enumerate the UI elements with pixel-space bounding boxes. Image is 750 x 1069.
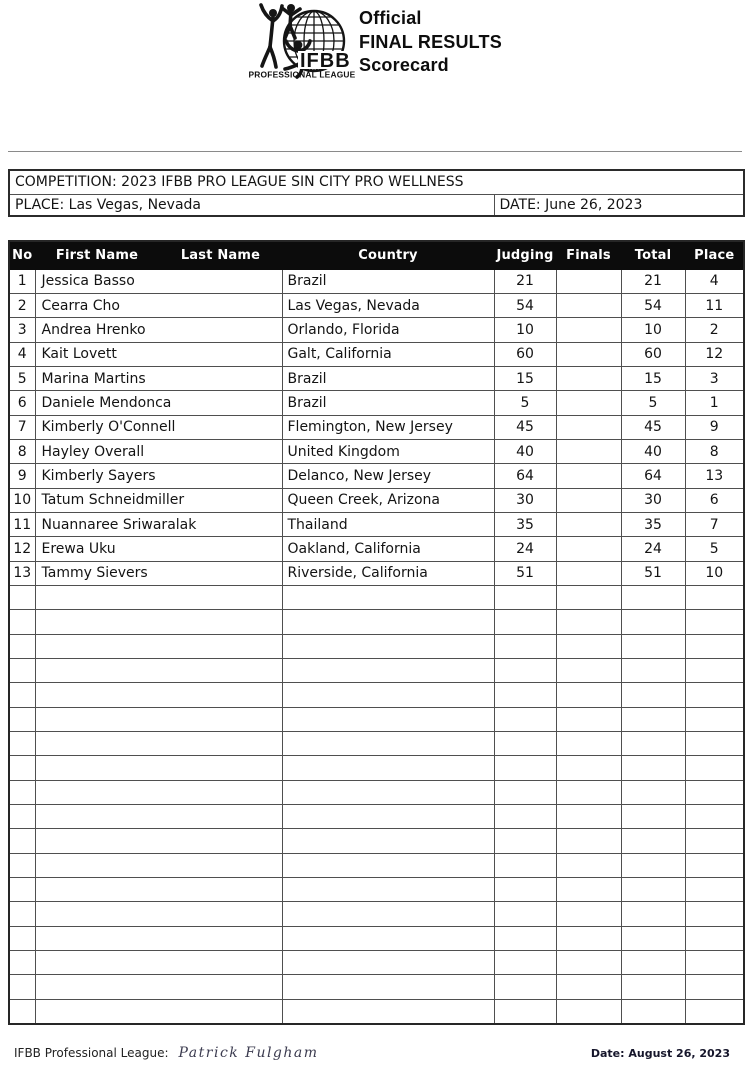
cell-name xyxy=(35,683,282,707)
cell-name xyxy=(35,805,282,829)
cell-no xyxy=(9,926,35,950)
title-scorecard: Scorecard xyxy=(359,55,449,75)
empty-table-row xyxy=(9,926,744,950)
cell-total xyxy=(621,732,685,756)
cell-total: 60 xyxy=(621,342,685,366)
cell-place xyxy=(685,951,744,975)
cell-no: 5 xyxy=(9,366,35,390)
place-field: PLACE: Las Vegas, Nevada xyxy=(9,194,494,216)
cell-finals xyxy=(556,683,621,707)
empty-table-row xyxy=(9,756,744,780)
cell-name xyxy=(35,659,282,683)
cell-place xyxy=(685,634,744,658)
cell-name xyxy=(35,902,282,926)
cell-no: 3 xyxy=(9,318,35,342)
cell-total xyxy=(621,975,685,999)
empty-table-row xyxy=(9,659,744,683)
cell-judging xyxy=(494,975,556,999)
cell-judging xyxy=(494,610,556,634)
cell-place xyxy=(685,585,744,609)
cell-name xyxy=(35,951,282,975)
cell-finals xyxy=(556,342,621,366)
cell-finals xyxy=(556,634,621,658)
cell-country xyxy=(282,805,494,829)
empty-table-row xyxy=(9,878,744,902)
table-row xyxy=(9,391,744,415)
empty-table-row xyxy=(9,853,744,877)
empty-table-row xyxy=(9,683,744,707)
cell-country xyxy=(282,683,494,707)
cell-total xyxy=(621,853,685,877)
cell-judging xyxy=(494,732,556,756)
cell-no xyxy=(9,732,35,756)
empty-table-row xyxy=(9,707,744,731)
cell-name xyxy=(35,975,282,999)
cell-country xyxy=(282,878,494,902)
cell-no xyxy=(9,659,35,683)
cell-place xyxy=(685,707,744,731)
cell-finals xyxy=(556,415,621,439)
cell-name: Hayley Overall xyxy=(35,439,282,463)
table-row xyxy=(9,537,744,561)
table-header-row xyxy=(9,241,744,269)
cell-name: Kait Lovett xyxy=(35,342,282,366)
cell-no xyxy=(9,805,35,829)
cell-place: 12 xyxy=(685,342,744,366)
cell-place: 11 xyxy=(685,293,744,317)
cell-judging: 21 xyxy=(494,269,556,293)
cell-country xyxy=(282,999,494,1023)
ifbb-logo xyxy=(248,0,358,95)
cell-no: 4 xyxy=(9,342,35,366)
footer xyxy=(8,1036,742,1060)
cell-judging: 40 xyxy=(494,439,556,463)
cell-name xyxy=(35,634,282,658)
cell-name: Jessica Basso xyxy=(35,269,282,293)
empty-table-row xyxy=(9,780,744,804)
cell-finals xyxy=(556,585,621,609)
cell-total xyxy=(621,634,685,658)
cell-place: 2 xyxy=(685,318,744,342)
cell-country: Riverside, California xyxy=(282,561,494,585)
cell-place: 4 xyxy=(685,269,744,293)
cell-name xyxy=(35,707,282,731)
cell-name: Daniele Mendonca xyxy=(35,391,282,415)
cell-finals xyxy=(556,366,621,390)
cell-no xyxy=(9,683,35,707)
cell-judging: 15 xyxy=(494,366,556,390)
cell-judging: 35 xyxy=(494,512,556,536)
cell-name xyxy=(35,926,282,950)
cell-country: Delanco, New Jersey xyxy=(282,464,494,488)
cell-finals xyxy=(556,902,621,926)
cell-finals xyxy=(556,805,621,829)
cell-name: Tatum Schneidmiller xyxy=(35,488,282,512)
cell-judging: 10 xyxy=(494,318,556,342)
cell-finals xyxy=(556,269,621,293)
cell-judging xyxy=(494,634,556,658)
results-table xyxy=(8,240,745,1025)
cell-place xyxy=(685,683,744,707)
cell-total xyxy=(621,829,685,853)
cell-total xyxy=(621,707,685,731)
table-row xyxy=(9,366,744,390)
cell-finals xyxy=(556,829,621,853)
cell-total xyxy=(621,659,685,683)
title-official: Official xyxy=(359,8,422,28)
place-date-row xyxy=(9,194,744,216)
cell-no: 10 xyxy=(9,488,35,512)
cell-no: 12 xyxy=(9,537,35,561)
cell-place: 3 xyxy=(685,366,744,390)
cell-finals xyxy=(556,537,621,561)
cell-country xyxy=(282,975,494,999)
cell-name xyxy=(35,999,282,1023)
cell-total xyxy=(621,878,685,902)
cell-country: United Kingdom xyxy=(282,439,494,463)
cell-name: Kimberly O'Connell xyxy=(35,415,282,439)
cell-no: 1 xyxy=(9,269,35,293)
col-header-last-name: Last Name xyxy=(159,241,282,269)
cell-finals xyxy=(556,707,621,731)
cell-finals xyxy=(556,464,621,488)
cell-place xyxy=(685,926,744,950)
cell-no: 6 xyxy=(9,391,35,415)
cell-judging: 54 xyxy=(494,293,556,317)
cell-judging xyxy=(494,829,556,853)
cell-country: Brazil xyxy=(282,366,494,390)
cell-country: Thailand xyxy=(282,512,494,536)
cell-country xyxy=(282,780,494,804)
cell-finals xyxy=(556,999,621,1023)
cell-finals xyxy=(556,853,621,877)
cell-judging xyxy=(494,707,556,731)
cell-judging: 60 xyxy=(494,342,556,366)
cell-total xyxy=(621,683,685,707)
cell-country xyxy=(282,951,494,975)
cell-country xyxy=(282,902,494,926)
empty-table-row xyxy=(9,902,744,926)
empty-table-row xyxy=(9,732,744,756)
cell-total: 24 xyxy=(621,537,685,561)
cell-judging: 45 xyxy=(494,415,556,439)
cell-finals xyxy=(556,610,621,634)
col-header-judging: Judging xyxy=(494,241,556,269)
cell-country xyxy=(282,732,494,756)
cell-no xyxy=(9,780,35,804)
table-row xyxy=(9,488,744,512)
col-header-first-name: First Name xyxy=(35,241,159,269)
cell-name: Andrea Hrenko xyxy=(35,318,282,342)
cell-total xyxy=(621,610,685,634)
competition-field: COMPETITION: 2023 IFBB PRO LEAGUE SIN CITY PRO WELLNESS xyxy=(9,170,744,194)
cell-total: 30 xyxy=(621,488,685,512)
cell-finals xyxy=(556,561,621,585)
cell-finals xyxy=(556,512,621,536)
league-label: IFBB Professional League: xyxy=(14,1046,169,1060)
cell-country: Flemington, New Jersey xyxy=(282,415,494,439)
col-header-place: Place xyxy=(685,241,744,269)
cell-judging xyxy=(494,878,556,902)
cell-no xyxy=(9,878,35,902)
cell-judging: 30 xyxy=(494,488,556,512)
empty-table-row xyxy=(9,975,744,999)
cell-name: Tammy Sievers xyxy=(35,561,282,585)
table-row xyxy=(9,293,744,317)
cell-total: 51 xyxy=(621,561,685,585)
cell-place: 8 xyxy=(685,439,744,463)
cell-place xyxy=(685,878,744,902)
empty-table-row xyxy=(9,951,744,975)
cell-finals xyxy=(556,293,621,317)
cell-total: 21 xyxy=(621,269,685,293)
date-field: DATE: June 26, 2023 xyxy=(494,194,744,216)
cell-country: Las Vegas, Nevada xyxy=(282,293,494,317)
cell-finals xyxy=(556,318,621,342)
cell-total: 35 xyxy=(621,512,685,536)
cell-finals xyxy=(556,780,621,804)
cell-no xyxy=(9,585,35,609)
cell-place xyxy=(685,999,744,1023)
cell-finals xyxy=(556,756,621,780)
cell-name xyxy=(35,610,282,634)
cell-country xyxy=(282,585,494,609)
cell-place xyxy=(685,829,744,853)
cell-country xyxy=(282,610,494,634)
cell-total xyxy=(621,585,685,609)
cell-no xyxy=(9,756,35,780)
cell-name xyxy=(35,829,282,853)
cell-name: Cearra Cho xyxy=(35,293,282,317)
cell-finals xyxy=(556,439,621,463)
results-body xyxy=(9,269,744,1024)
cell-name xyxy=(35,732,282,756)
cell-name: Erewa Uku xyxy=(35,537,282,561)
footer-left xyxy=(8,1044,319,1060)
cell-country xyxy=(282,634,494,658)
cell-no: 8 xyxy=(9,439,35,463)
col-header-finals: Finals xyxy=(556,241,621,269)
divider-line xyxy=(8,151,742,152)
cell-finals xyxy=(556,391,621,415)
cell-country: Oakland, California xyxy=(282,537,494,561)
cell-total: 5 xyxy=(621,391,685,415)
cell-place xyxy=(685,975,744,999)
table-row xyxy=(9,464,744,488)
cell-country: Queen Creek, Arizona xyxy=(282,488,494,512)
cell-country: Galt, California xyxy=(282,342,494,366)
cell-name: Marina Martins xyxy=(35,366,282,390)
cell-judging: 51 xyxy=(494,561,556,585)
cell-total: 64 xyxy=(621,464,685,488)
cell-judging: 5 xyxy=(494,391,556,415)
title-final-results: FINAL RESULTS xyxy=(359,31,502,52)
cell-total xyxy=(621,805,685,829)
cell-place xyxy=(685,610,744,634)
cell-place xyxy=(685,805,744,829)
cell-finals xyxy=(556,926,621,950)
cell-no xyxy=(9,610,35,634)
empty-table-row xyxy=(9,829,744,853)
cell-place xyxy=(685,732,744,756)
cell-no xyxy=(9,951,35,975)
cell-country xyxy=(282,926,494,950)
cell-country xyxy=(282,707,494,731)
cell-name xyxy=(35,756,282,780)
cell-name xyxy=(35,878,282,902)
cell-total xyxy=(621,926,685,950)
cell-no: 2 xyxy=(9,293,35,317)
logo-ifbb-text: IFBB xyxy=(300,50,351,72)
logo-league-text: PROFESSIONAL LEAGUE xyxy=(248,69,356,80)
cell-finals xyxy=(556,951,621,975)
document-title xyxy=(359,7,502,78)
cell-no xyxy=(9,829,35,853)
cell-judging: 64 xyxy=(494,464,556,488)
cell-place xyxy=(685,853,744,877)
cell-country: Orlando, Florida xyxy=(282,318,494,342)
empty-table-row xyxy=(9,634,744,658)
cell-judging xyxy=(494,902,556,926)
cell-name xyxy=(35,780,282,804)
empty-table-row xyxy=(9,999,744,1023)
cell-place: 10 xyxy=(685,561,744,585)
cell-name xyxy=(35,853,282,877)
cell-finals xyxy=(556,732,621,756)
cell-judging xyxy=(494,585,556,609)
col-header-no: No xyxy=(9,241,35,269)
cell-no xyxy=(9,634,35,658)
cell-place: 13 xyxy=(685,464,744,488)
table-row xyxy=(9,439,744,463)
cell-country xyxy=(282,829,494,853)
cell-no: 13 xyxy=(9,561,35,585)
cell-country: Brazil xyxy=(282,269,494,293)
cell-place xyxy=(685,756,744,780)
cell-total: 10 xyxy=(621,318,685,342)
info-table xyxy=(8,169,745,217)
cell-place: 9 xyxy=(685,415,744,439)
table-row xyxy=(9,415,744,439)
col-header-country: Country xyxy=(282,241,494,269)
cell-place xyxy=(685,902,744,926)
cell-finals xyxy=(556,878,621,902)
cell-judging xyxy=(494,756,556,780)
cell-place: 1 xyxy=(685,391,744,415)
cell-total xyxy=(621,756,685,780)
cell-total: 40 xyxy=(621,439,685,463)
cell-judging xyxy=(494,853,556,877)
cell-judging xyxy=(494,683,556,707)
cell-country xyxy=(282,659,494,683)
table-row xyxy=(9,561,744,585)
empty-table-row xyxy=(9,805,744,829)
cell-judging xyxy=(494,659,556,683)
cell-judging: 24 xyxy=(494,537,556,561)
cell-name: Kimberly Sayers xyxy=(35,464,282,488)
empty-table-row xyxy=(9,585,744,609)
cell-place: 5 xyxy=(685,537,744,561)
cell-no: 7 xyxy=(9,415,35,439)
table-row xyxy=(9,318,744,342)
cell-finals xyxy=(556,488,621,512)
cell-place: 7 xyxy=(685,512,744,536)
competition-row xyxy=(9,170,744,194)
cell-total xyxy=(621,902,685,926)
cell-judging xyxy=(494,780,556,804)
table-row xyxy=(9,512,744,536)
cell-name: Nuannaree Sriwaralak xyxy=(35,512,282,536)
cell-no xyxy=(9,999,35,1023)
cell-place xyxy=(685,780,744,804)
cell-judging xyxy=(494,999,556,1023)
footer-date: Date: August 26, 2023 xyxy=(590,1047,730,1060)
cell-name xyxy=(35,585,282,609)
cell-place xyxy=(685,659,744,683)
cell-judging xyxy=(494,926,556,950)
cell-no xyxy=(9,853,35,877)
cell-finals xyxy=(556,975,621,999)
cell-country xyxy=(282,853,494,877)
cell-total: 45 xyxy=(621,415,685,439)
cell-no xyxy=(9,902,35,926)
col-header-total: Total xyxy=(621,241,685,269)
cell-total xyxy=(621,951,685,975)
cell-country: Brazil xyxy=(282,391,494,415)
cell-country xyxy=(282,756,494,780)
cell-no: 9 xyxy=(9,464,35,488)
cell-place: 6 xyxy=(685,488,744,512)
cell-total xyxy=(621,780,685,804)
cell-judging xyxy=(494,805,556,829)
table-row xyxy=(9,342,744,366)
cell-finals xyxy=(556,659,621,683)
cell-no xyxy=(9,707,35,731)
cell-judging xyxy=(494,951,556,975)
empty-table-row xyxy=(9,610,744,634)
cell-total xyxy=(621,999,685,1023)
signature-text: Patrick Fulgham xyxy=(178,1045,319,1061)
cell-no: 11 xyxy=(9,512,35,536)
cell-no xyxy=(9,975,35,999)
cell-total: 54 xyxy=(621,293,685,317)
table-row xyxy=(9,269,744,293)
cell-total: 15 xyxy=(621,366,685,390)
